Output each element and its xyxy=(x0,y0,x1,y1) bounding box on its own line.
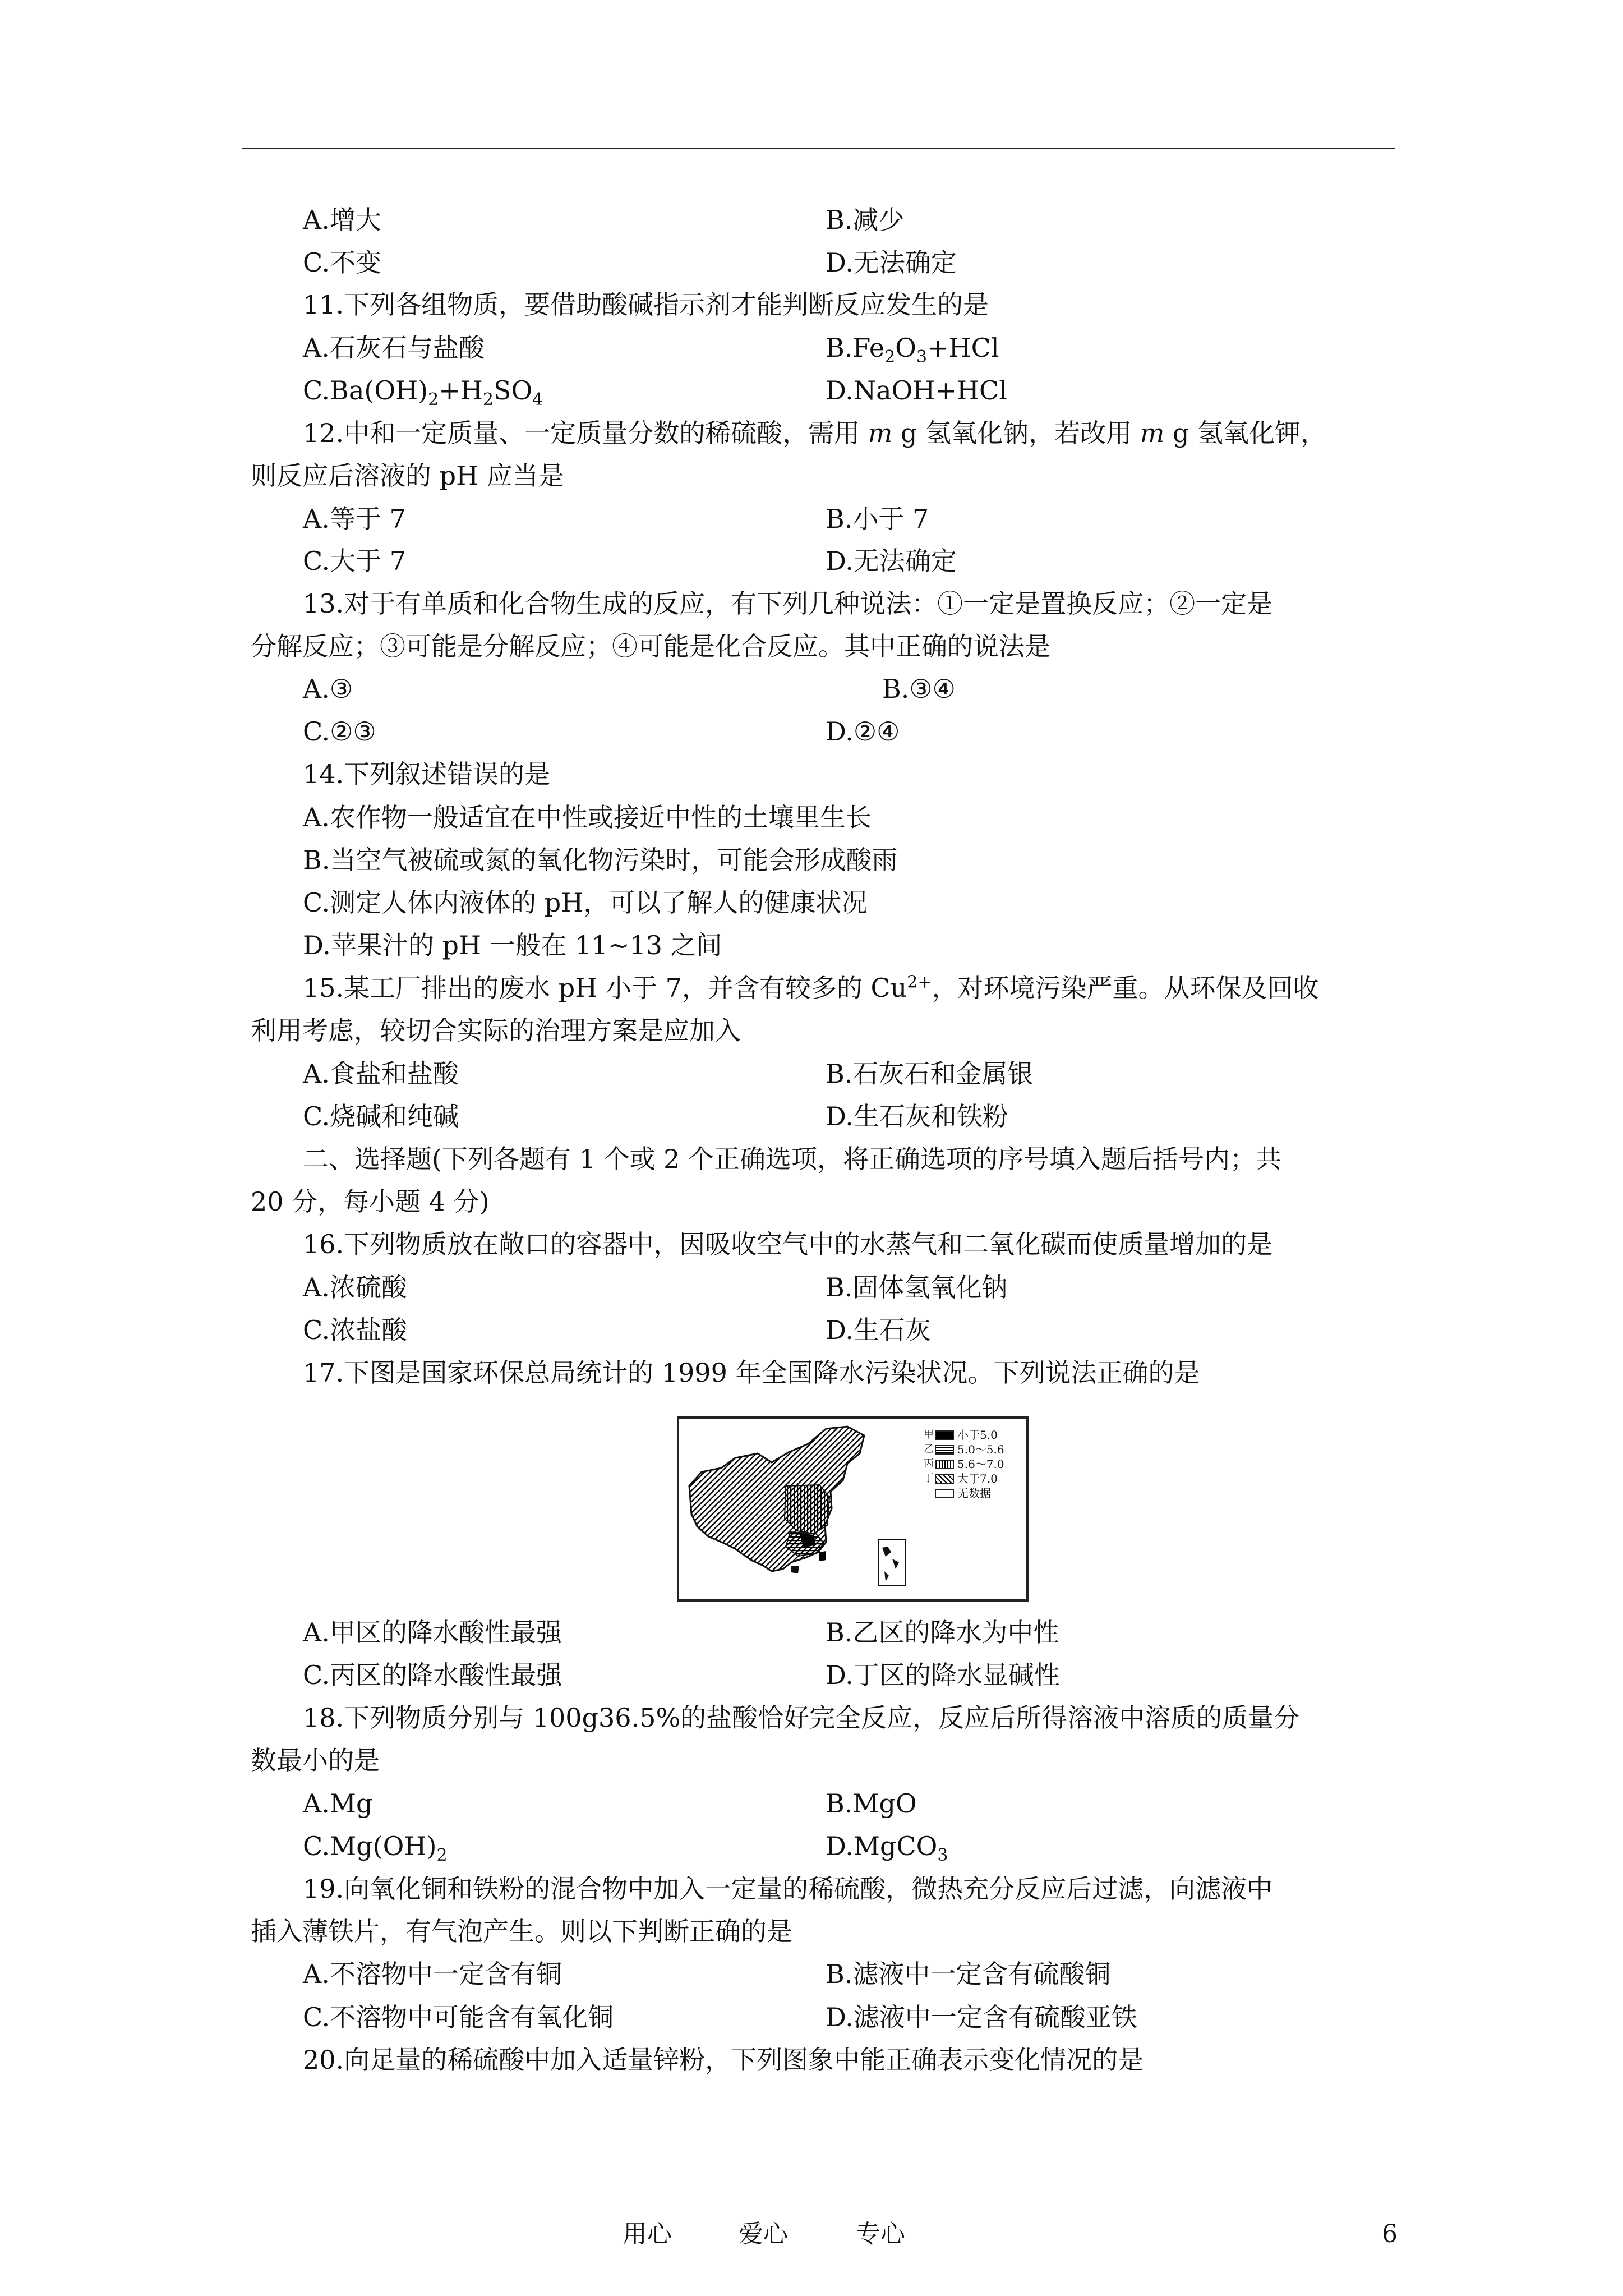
text-line-l12: A.等于 7 xyxy=(303,504,406,534)
legend-label: 大于7.0 xyxy=(957,1472,998,1485)
legend-category: 甲 xyxy=(924,1429,934,1441)
text-line-l06: A.石灰石与盐酸 xyxy=(303,333,485,363)
footer-right: 专心 xyxy=(856,2220,905,2248)
text-line-l08: $C.Ba(OH)_2+H_2SO_4$ xyxy=(303,375,543,410)
legend-row xyxy=(921,1457,1022,1471)
legend-row xyxy=(921,1471,1022,1486)
text-line-l39: D.生石灰 xyxy=(826,1315,931,1345)
text-line-l24: B.当空气被硫或氮的氧化物污染时，可能会形成酸雨 xyxy=(303,845,898,875)
legend-label: 5.6～7.0 xyxy=(957,1457,1004,1471)
text-line-l19: B.③④ xyxy=(882,674,956,704)
legend-swatch-icon xyxy=(935,1430,954,1440)
text-line-l25: C.测定人体内液体的 pH，可以了解人的健康状况 xyxy=(303,887,868,918)
text-line-l31: C.烧碱和纯碱 xyxy=(303,1101,459,1131)
text-line-l42: B.乙区的降水为中性 xyxy=(826,1617,1059,1648)
text-line-l18: A.③ xyxy=(303,674,353,704)
page-number: 6 xyxy=(1382,2220,1398,2248)
legend-label: 5.0～5.6 xyxy=(957,1443,1004,1456)
legend-swatch-icon xyxy=(935,1474,954,1484)
text-line-l29: A.食盐和盐酸 xyxy=(303,1059,459,1089)
text-line-l57: 20.向足量的稀硫酸中加入适量锌粉，下列图象中能正确表示变化情况的是 xyxy=(303,2045,1144,2075)
legend-swatch-icon xyxy=(935,1489,954,1498)
text-line-l26: D.苹果汁的 pH 一般在 11~13 之间 xyxy=(303,930,722,960)
text-line-l11: 则反应后溶液的 pH 应当是 xyxy=(251,461,564,491)
text-line-l45: 18.下列物质分别与 100g36.5%的盐酸恰好完全反应，反应后所得溶液中溶质的质量分 xyxy=(303,1703,1300,1733)
text-line-l56: D.滤液中一定含有硫酸亚铁 xyxy=(826,2002,1137,2032)
text-line-l20: C.②③ xyxy=(303,716,376,747)
text-line-l52: 插入薄铁片，有气泡产生。则以下判断正确的是 xyxy=(251,1916,792,1947)
text-line-l15: D.无法确定 xyxy=(826,546,957,576)
china-map-icon xyxy=(679,1419,915,1599)
text-line-l16: 13.对于有单质和化合物生成的反应，有下列几种说法：①一定是置换反应；②一定是 xyxy=(303,588,1273,619)
text-line-l22: 14.下列叙述错误的是 xyxy=(303,759,551,789)
text-line-l41: A.甲区的降水酸性最强 xyxy=(303,1617,562,1648)
legend-row xyxy=(921,1428,1022,1442)
text-line-l07: $B.Fe_2O_3+HCl$ xyxy=(826,333,999,367)
text-line-l44: D.丁区的降水显碱性 xyxy=(826,1660,1060,1690)
text-line-l38: C.浓盐酸 xyxy=(303,1315,408,1345)
text-line-l27: 15.某工厂排出的废水 pH 小于 7，并含有较多的 $Cu^{2+}$，对环境污染严重。从环保及回收 xyxy=(303,972,1319,1003)
text-line-l13: B.小于 7 xyxy=(826,504,929,534)
legend-category: 丙 xyxy=(924,1458,934,1470)
legend-swatch-icon xyxy=(935,1460,954,1469)
text-line-l04: D.无法确定 xyxy=(826,247,957,278)
text-line-l30: B.石灰石和金属银 xyxy=(826,1059,1034,1089)
text-line-l47: A.Mg xyxy=(303,1788,373,1819)
text-line-l33: 二、选择题(下列各题有 1 个或 2 个正确选项，将正确选项的序号填入题后括号内；共 xyxy=(303,1144,1281,1174)
text-line-l01: A.增大 xyxy=(303,205,381,235)
text-line-l32: D.生石灰和铁粉 xyxy=(826,1101,1008,1131)
legend-row xyxy=(921,1486,1022,1501)
legend-label: 小于5.0 xyxy=(957,1428,998,1442)
map-legend xyxy=(921,1428,1022,1501)
text-line-l40: 17.下图是国家环保总局统计的 1999 年全国降水污染状况。下列说法正确的是 xyxy=(303,1358,1200,1388)
text-line-l17: 分解反应；③可能是分解反应；④可能是化合反应。其中正确的说法是 xyxy=(251,631,1050,661)
text-line-l10: 12.中和一定质量、一定质量分数的稀硫酸，需用 m g 氢氧化钠，若改用 m g 氢氧化钾， xyxy=(303,418,1327,448)
text-line-l09: D.NaOH+HCl xyxy=(826,375,1007,406)
text-line-l53: A.不溶物中一定含有铜 xyxy=(303,1959,562,1989)
precipitation-map-figure xyxy=(677,1416,1029,1602)
legend-category: 乙 xyxy=(924,1443,934,1455)
text-line-l05: 11.下列各组物质，要借助酸碱指示剂才能判断反应发生的是 xyxy=(303,289,989,320)
text-line-l37: B.固体氢氧化钠 xyxy=(826,1272,1008,1303)
text-line-l28: 利用考虑，较切合实际的治理方案是应加入 xyxy=(251,1015,741,1046)
text-line-l43: C.丙区的降水酸性最强 xyxy=(303,1660,562,1690)
text-line-l34: 20 分，每小题 4 分) xyxy=(251,1186,490,1217)
text-line-l36: A.浓硫酸 xyxy=(303,1272,407,1303)
text-line-l02: B.减少 xyxy=(826,205,905,235)
header-rule xyxy=(242,148,1395,149)
text-line-l21: D.②④ xyxy=(826,716,900,747)
legend-category: 丁 xyxy=(924,1473,934,1484)
text-line-l48: B.MgO xyxy=(826,1788,917,1819)
text-line-l23: A.农作物一般适宜在中性或接近中性的土壤里生长 xyxy=(303,802,872,832)
text-line-l51: 19.向氧化铜和铁粉的混合物中加入一定量的稀硫酸，微热充分反应后过滤，向滤液中 xyxy=(303,1874,1273,1904)
text-line-l14: C.大于 7 xyxy=(303,546,407,576)
text-line-l55: C.不溶物中可能含有氧化铜 xyxy=(303,2002,614,2032)
text-line-l49: $C.Mg(OH)_2$ xyxy=(303,1831,448,1866)
legend-row xyxy=(921,1442,1022,1457)
text-line-l50: D.MgCO$_3$ xyxy=(826,1831,948,1866)
text-line-l35: 16.下列物质放在敞口的容器中，因吸收空气中的水蒸气和二氧化碳而使质量增加的是 xyxy=(303,1229,1273,1259)
text-line-l54: B.滤液中一定含有硫酸铜 xyxy=(826,1959,1111,1989)
footer-middle: 爱心 xyxy=(739,2220,788,2248)
footer-left: 用心 xyxy=(623,2220,672,2248)
text-line-l03: C.不变 xyxy=(303,247,382,278)
text-line-l46: 数最小的是 xyxy=(251,1745,380,1775)
legend-label: 无数据 xyxy=(957,1487,991,1500)
legend-swatch-icon xyxy=(935,1445,954,1455)
